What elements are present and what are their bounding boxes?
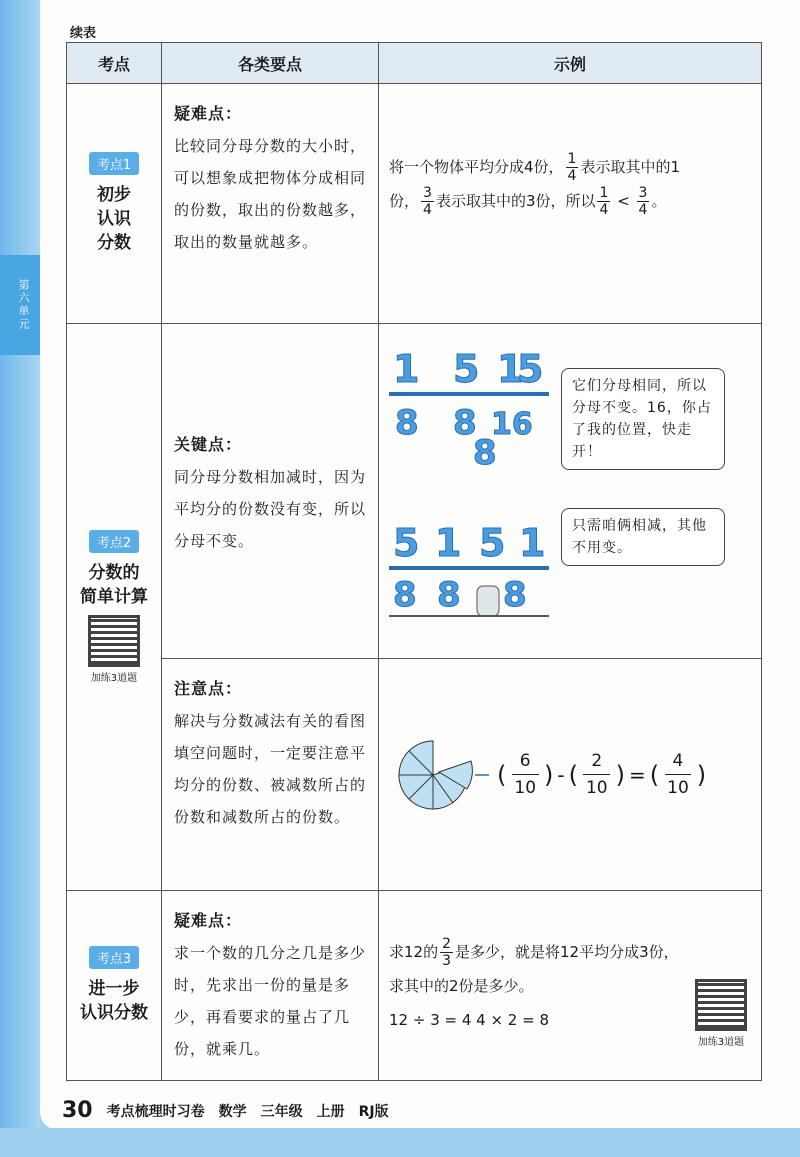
example-cell-4 — [379, 891, 762, 1081]
points-cell-4 — [162, 891, 379, 1081]
fraction-denominator: 4 — [599, 202, 609, 218]
point-title: 注意点： — [174, 679, 243, 698]
table-row — [67, 84, 762, 324]
example-segment: 表示取其中的3份，所以 — [435, 192, 596, 210]
char-digit: 5 — [479, 521, 506, 565]
point-text: 比较同分母分数的大小时，可以想象成把物体分成相同的份数，取出的份数越多，取出的数量就越多。 — [174, 137, 367, 251]
char-digit: 5 — [453, 347, 480, 391]
kaodian-cell-3 — [67, 891, 162, 1081]
fraction — [597, 185, 610, 218]
edition: RJ版 — [358, 1103, 389, 1120]
paren: ) — [696, 760, 707, 789]
points-cell-2 — [162, 324, 379, 659]
fraction-denominator: 4 — [638, 202, 648, 218]
speech-bubble-2: 只需咱俩相减，其他不用变。 — [561, 508, 725, 566]
paren: ( — [649, 760, 660, 789]
char-digit: 8 — [453, 403, 477, 443]
equals-sign: = — [629, 762, 646, 787]
fraction-numerator: 2 — [442, 936, 452, 952]
table-header-row — [67, 43, 762, 84]
subject: 数学 — [218, 1103, 247, 1120]
kaodian-cell-2 — [67, 324, 162, 891]
kaodian-cell-1 — [67, 84, 162, 324]
char-digit: 8 — [395, 403, 419, 443]
example-cell-3 — [379, 659, 762, 891]
point-title: 关键点： — [174, 435, 243, 454]
qr-label: 加练3道题 — [90, 673, 138, 684]
fraction-numerator: 1 — [599, 185, 609, 201]
book-title: 考点梳理时习卷 — [106, 1103, 205, 1120]
kaodian-badge: 考点2 — [89, 530, 139, 553]
point-text: 解决与分数减法有关的看图填空问题时，一定要注意平均分的份数、被减数所占的份数和减数所占的份数。 — [174, 712, 367, 826]
qr-code-icon[interactable] — [88, 615, 140, 667]
bottom-border — [0, 1128, 800, 1157]
example-segment: 表示取其中的1 — [580, 158, 681, 176]
header-kaodian: 考点 — [67, 43, 162, 84]
fraction-denominator: 10 — [585, 778, 608, 798]
kaodian-name-line: 分数 — [97, 233, 131, 253]
page-footer — [62, 1098, 389, 1123]
char-digit: 1 — [497, 347, 524, 391]
kaodian-name-line: 简单计算 — [80, 587, 148, 607]
char-digit: 5 — [393, 521, 420, 565]
kaodian-name-line: 进一步 — [88, 979, 140, 999]
example-text — [379, 150, 761, 218]
speech-bubble-1: 它们分母相同，所以分母不变。16，你占了我的位置，快走开！ — [561, 368, 725, 470]
char-digit: 16 — [491, 407, 533, 442]
continued-label: 续表 — [70, 26, 97, 41]
subtraction-example — [379, 735, 761, 815]
example-cell-2 — [379, 324, 762, 659]
point-title: 疑难点： — [174, 104, 243, 123]
example-segment: 份， — [389, 192, 420, 210]
fraction-denominator: 10 — [514, 778, 537, 798]
fraction — [440, 936, 453, 969]
volume: 上册 — [316, 1103, 345, 1120]
example-segment: 求12的 — [389, 943, 439, 961]
point-text: 求一个数的几分之几是多少时，先求出一份的量是多少，再看要求的量占了几份，就乘几。 — [174, 944, 367, 1058]
unit-side-tab: 第六单元 — [0, 255, 46, 355]
header-points: 各类要点 — [162, 43, 379, 84]
knowledge-table — [66, 42, 762, 1081]
points-cell-3 — [162, 659, 379, 891]
fraction-numerator: 3 — [638, 185, 648, 201]
pie-diagram — [389, 735, 497, 815]
fraction-denominator: 3 — [442, 953, 452, 969]
qr-code-icon[interactable] — [695, 979, 747, 1031]
fraction — [421, 185, 434, 218]
fraction — [566, 151, 579, 184]
point-text: 同分母分数相加减时，因为平均分的份数没有变，所以分母不变。 — [174, 468, 367, 550]
equation-line: 12 ÷ 3 = 4 4 × 2 = 8 — [389, 1011, 549, 1029]
qr-block — [695, 979, 747, 1048]
paren: ) — [544, 760, 554, 789]
example-text — [379, 935, 761, 969]
fraction-numerator: 4 — [665, 748, 692, 775]
kaodian-badge: 考点3 — [89, 946, 139, 969]
fulcrum-icon — [477, 586, 499, 616]
fraction — [637, 185, 650, 218]
qr-label: 加练3道题 — [697, 1037, 745, 1048]
paren: ( — [497, 760, 507, 789]
paren: ( — [568, 760, 578, 789]
fraction — [578, 748, 616, 801]
fraction-numerator: 2 — [583, 748, 610, 775]
left-border-strip — [0, 0, 40, 1157]
char-digit: 1 — [519, 521, 546, 565]
char-digit: 8 — [503, 575, 527, 615]
fraction — [506, 748, 544, 801]
example-line: 求其中的2份是多少。 — [389, 977, 534, 995]
char-digit: 8 — [437, 575, 461, 615]
table-row — [67, 659, 762, 891]
header-examples: 示例 — [379, 43, 762, 84]
char-digit: 8 — [393, 575, 417, 615]
example-cell-1 — [379, 84, 762, 324]
fraction — [659, 748, 697, 801]
kaodian-name-line: 分数的 — [88, 563, 140, 583]
fraction-denominator: 4 — [423, 202, 432, 218]
kaodian-name-line: 认识分数 — [80, 1003, 148, 1023]
fraction-denominator: 10 — [667, 778, 689, 798]
char-digit: 5 — [517, 347, 544, 391]
kaodian-name-line: 认识 — [97, 209, 131, 229]
fraction-numerator: 6 — [512, 748, 539, 775]
kaodian-name-line: 初步 — [97, 185, 131, 205]
example-segment: 将一个物体平均分成4份， — [389, 158, 564, 176]
char-digit: 1 — [435, 521, 462, 565]
table-row — [67, 324, 762, 659]
less-than-sign: < — [617, 192, 630, 210]
paren: ) — [615, 760, 625, 789]
page-number: 30 — [62, 1098, 93, 1123]
minus-sign: - — [557, 762, 565, 787]
grade: 三年级 — [260, 1103, 303, 1120]
fraction-numerator: 3 — [423, 185, 432, 201]
fraction-denominator: 4 — [567, 168, 577, 184]
example-segment: 。 — [651, 192, 667, 210]
kaodian-badge: 考点1 — [89, 152, 139, 175]
char-digit: 8 — [473, 433, 497, 473]
point-title: 疑难点： — [174, 911, 243, 930]
char-digit: 1 — [393, 347, 420, 391]
points-cell-1 — [162, 84, 379, 324]
example-segment: 是多少，就是将12平均分成3份， — [455, 943, 679, 961]
table-row — [67, 891, 762, 1081]
fraction-numerator: 1 — [567, 151, 577, 167]
